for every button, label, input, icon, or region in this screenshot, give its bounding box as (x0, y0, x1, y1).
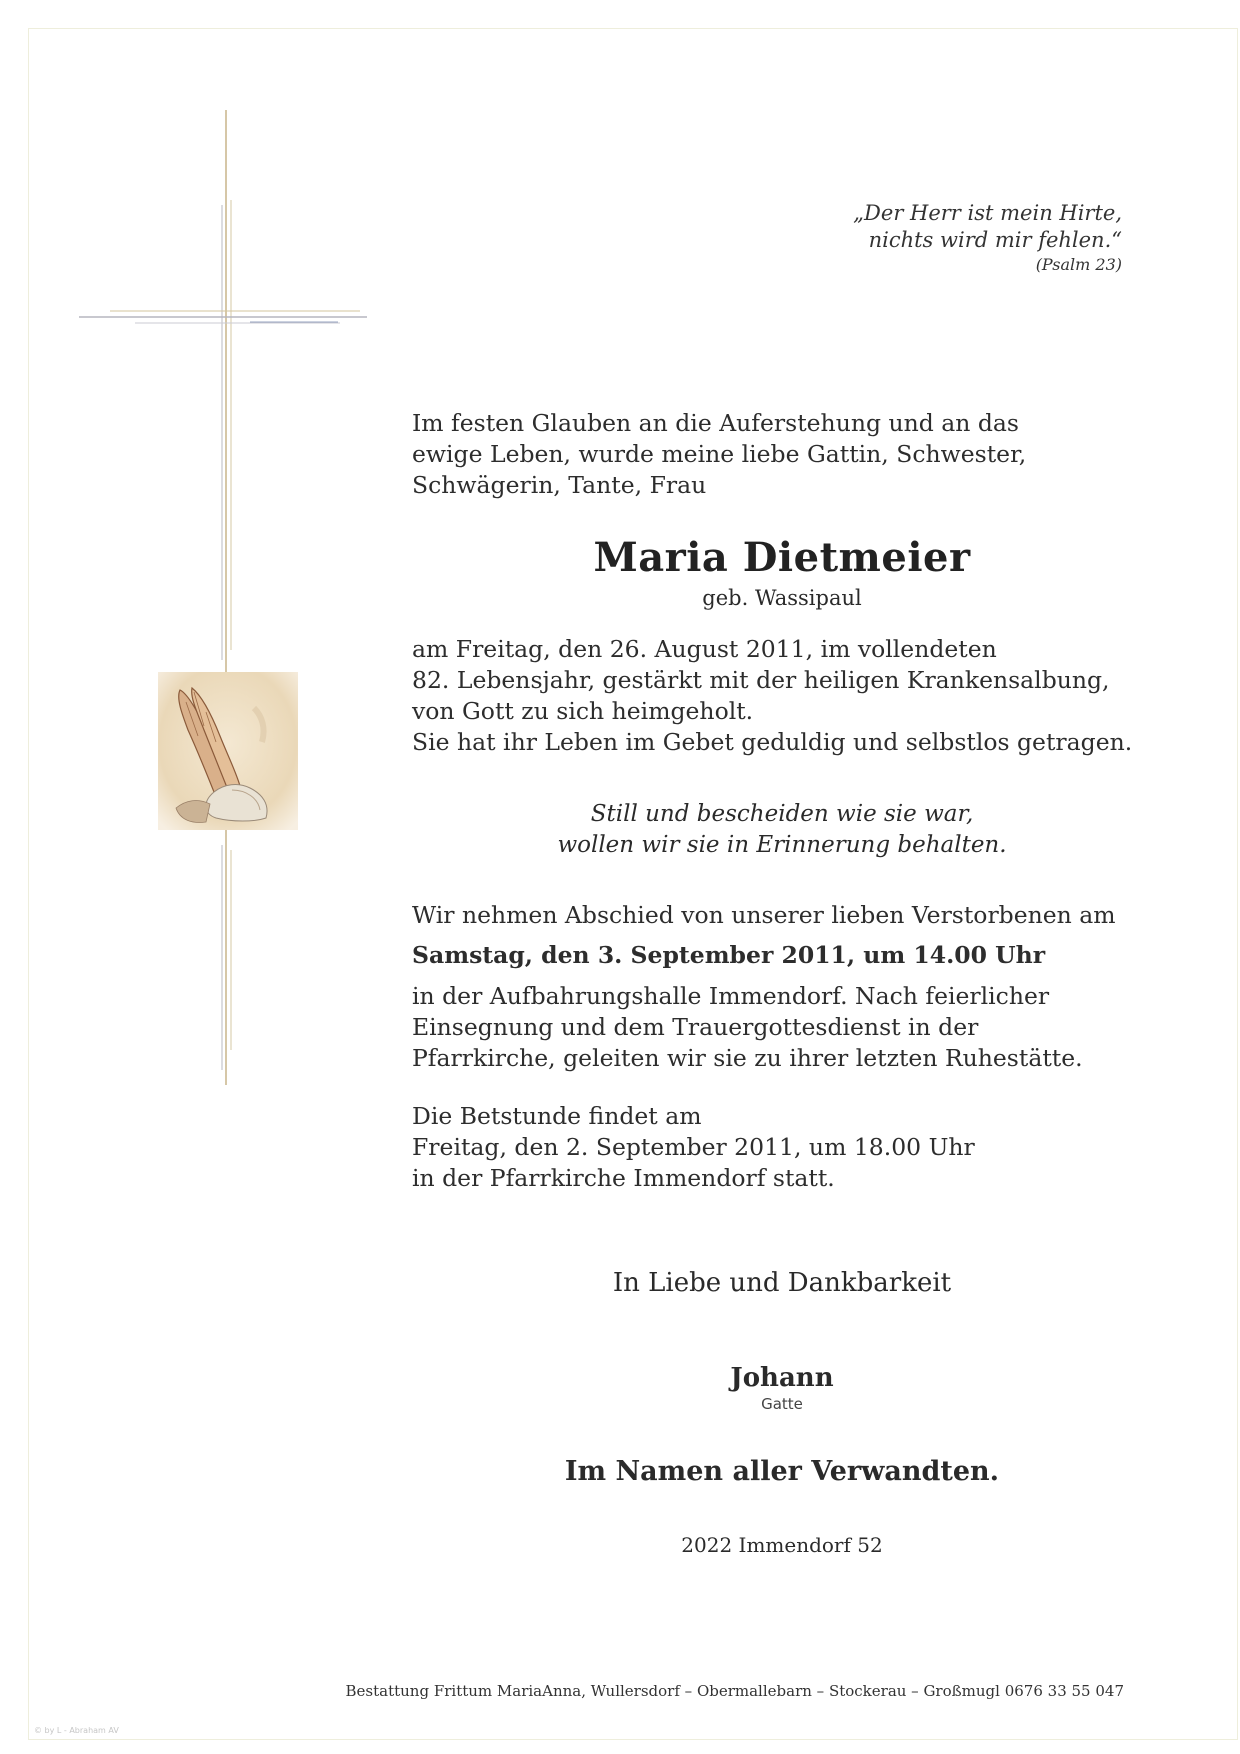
quote-line: wollen wir sie in Erinnerung behalten. (557, 832, 1007, 858)
intro-line: ewige Leben, wurde meine liebe Gattin, Schwester, (412, 440, 1027, 468)
psalm-quote (853, 200, 1122, 276)
funeral-home-footer: Bestattung Frittum MariaAnna, Wullersdorf – Obermallebarn – Stockerau – Großmugl 0676 33 55 047 (345, 1682, 1124, 1700)
deceased-name: Maria Dietmeier (593, 534, 971, 581)
funeral-intro: Wir nehmen Abschied von unserer lieben Verstorbenen am (412, 901, 1116, 929)
intro-line: Schwägerin, Tante, Frau (412, 471, 707, 499)
address: 2022 Immendorf 52 (681, 1533, 883, 1557)
relatives-line: Im Namen aller Verwandten. (564, 1456, 1000, 1487)
death-text (412, 634, 1152, 758)
death-line: 82. Lebensjahr, gestärkt mit der heiligen Krankensalbung, (412, 666, 1110, 694)
psalm-line: nichts wird mir fehlen.“ (868, 228, 1122, 252)
signer-relation: Gatte (761, 1395, 803, 1413)
death-line: von Gott zu sich heimgeholt. (412, 697, 754, 725)
psalm-line: „Der Herr ist mein Hirte, (853, 201, 1122, 225)
funeral-line: in der Aufbahrungshalle Immendorf. Nach feierlicher (412, 982, 1050, 1010)
death-line: Sie hat ihr Leben im Gebet geduldig und selbstlos getragen. (412, 728, 1133, 756)
funeral-line: Einsegnung und dem Trauergottesdienst in der (412, 1013, 979, 1041)
death-line: am Freitag, den 26. August 2011, im vollendeten (412, 635, 997, 663)
closing-thanks: In Liebe und Dankbarkeit (612, 1268, 952, 1298)
funeral-line: Pfarrkirche, geleiten wir sie zu ihrer letzten Ruhestätte. (412, 1044, 1083, 1072)
intro-text (412, 408, 1152, 501)
funeral-place (412, 981, 1152, 1074)
prayer-line: Die Betstunde findet am (412, 1102, 702, 1130)
funeral-date: Samstag, den 3. September 2011, um 14.00 Uhr (412, 941, 1046, 969)
intro-line: Im festen Glauben an die Auferstehung und an das (412, 409, 1019, 437)
quote-line: Still und bescheiden wie sie war, (590, 801, 974, 827)
signer-name: Johann (730, 1363, 834, 1393)
prayer-line: in der Pfarrkirche Immendorf statt. (412, 1164, 835, 1192)
praying-hands-icon (158, 672, 298, 830)
memorial-quote (412, 799, 1152, 861)
prayer-line: Freitag, den 2. September 2011, um 18.00 Uhr (412, 1133, 975, 1161)
copyright-note: © by L - Abraham AV (34, 1726, 119, 1735)
birth-name: geb. Wassipaul (702, 586, 862, 610)
psalm-reference: (Psalm 23) (1035, 255, 1122, 274)
prayer-hour (412, 1101, 1152, 1194)
